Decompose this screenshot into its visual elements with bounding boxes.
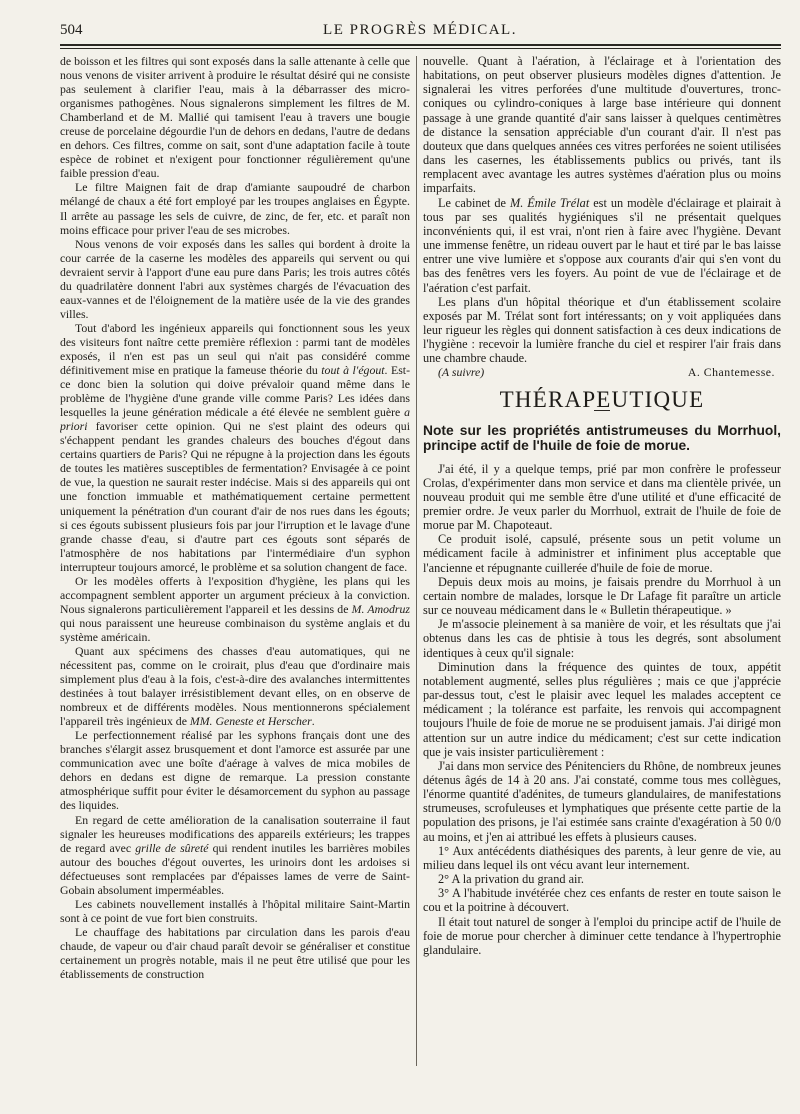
- running-title: LE PROGRÈS MÉDICAL.: [323, 22, 517, 38]
- emphasis: M. Amodruz: [351, 601, 410, 616]
- paragraph: Il était tout naturel de songer à l'emploi du principe actif de l'huile de foie de morue pour chercher à diminuer cette tendance à l'hypertrophie glandulaire.: [423, 914, 781, 957]
- paragraph: Le chauffage des habitations par circulation dans les parois d'eau chaude, de vapeur ou d'air chaud paraît devoir se généraliser et constitue certainement un progrès notable, mais il ne peut être utilisé que pour les établissements de construction: [60, 924, 410, 982]
- article-title: Note sur les propriétés antistrumeuses du Morrhuol, principe actif de l'huile de foie de morue.: [423, 422, 781, 454]
- paragraph: 2° A la privation du grand air.: [438, 872, 584, 887]
- author-signature: A. Chantemesse.: [687, 365, 775, 380]
- right-column: [423, 54, 781, 1104]
- paragraph: Le perfectionnement réalisé par les syphons français dont une des branches s'élargit assez brusquement et dont l'amorce est assurée par une communication avec une boîte d'aérage à valves de mica mobiles de dehors en dedans est digne de remarque. La pression constante atmosphérique suffit pour éviter le désamorcement du syphon au passage des liquides.: [60, 728, 410, 813]
- paragraph: Diminution dans la fréquence des quintes de toux, appétit notablement augmenté, selles plus régulières ; mais ce que j'apprécie par-dessus tout, c'est le plaisir avec lequel les malades acceptent ce médicament ; la tolérance est parfaite, les renvois qui accompagnent toujours l'huile de foie de morue ne se produisent jamais. J'ai dirigé mon attention sur un autre indice du médicament; c'est sur cette indication que je vais insister particulièrement :: [423, 659, 781, 759]
- header-rule: [60, 44, 781, 46]
- to-be-continued: (A suivre): [438, 365, 485, 380]
- paragraph: Quant aux spécimens des chasses d'eau automatiques, qui ne nécessitent pas, comme on le croirait, plus d'eau que d'ordinaire mais simplement plus d'eau à la fois, c'est-à-dire des avalanches intermittentes destinées à tout balayer irrésistiblement devant elles, on en observe de nombreux et de différents modèles. Nous mentionnerons spécialement l'appareil très ingénieux de MM. Geneste et Herscher.: [60, 643, 410, 729]
- header-rule-thin: [60, 48, 781, 49]
- paragraph: 3° A l'habitude invétérée chez ces enfants de rester en toute saison le cou et la poitrine à découvert.: [423, 886, 781, 915]
- emphasis: MM. Geneste et Herscher: [189, 714, 312, 729]
- paragraph: J'ai été, il y a quelque temps, prié par mon confrère le professeur Crolas, d'expérimenter dans mon service et dans ma clientèle privée, un nouveau produit qui me semble être d'une utilité et d'une efficacité de premier ordre. Je veux parler du Morrhuol, extrait de l'huile de foie de morue par M. Chapoteaut.: [423, 461, 781, 533]
- paragraph: 1° Aux antécédents diathésiques des parents, à leur genre de vie, au milieu dans lequel ils ont vécu avant leur internement.: [423, 843, 781, 872]
- paragraph: Depuis deux mois au moins, je faisais prendre du Morrhuol à un certain nombre de malades, lorsque le Dr Lafage fit paraître un article sur ce nouveau médicament dans le « Bulletin thérapeutique. »: [423, 574, 781, 618]
- emphasis: a priori: [60, 405, 410, 434]
- paragraph: Nous venons de voir exposés dans les salles qui bordent à droite la cour carrée de la caserne les modèles des appareils qui servent ou qui devraient servir à l'apport d'une eau pure dans Paris; les trois autres côtés du quadrilatère donnent l'abri aux systèmes chargés de l'évacuation des eaux-vannes et de l'éloignement de la matière usée de la vie des grandes villes.: [60, 236, 410, 321]
- paragraph: Je m'associe pleinement à sa manière de voir, et les résultats que j'ai obtenus dans les cas de phtisie à tous les degrés, sont absolument identiques à ceux qu'il signale:: [423, 617, 781, 660]
- paragraph: Les plans d'un hôpital théorique et d'un établissement scolaire exposés par M. Trélat sont fort intéressants; on y voit appliquées dans leur rigueur les règles qui donnent satisfaction à ces deux indications de l'hygiène : recevoir la lumière franche du ciel et respirer l'air frais dans une chambre chaude.: [423, 294, 781, 366]
- article-sign-off: [423, 365, 781, 379]
- paragraph: Le filtre Maignen fait de drap d'amiante saupoudré de charbon mélangé de chaux a été fort employé par les troupes anglaises en Égypte. Il arrête au passage les sels de cuivre, de zinc, de fer, etc. et paraît non moins efficace pour priver l'eau de ses microbes.: [60, 180, 410, 237]
- emphasis: grille de sûreté: [135, 840, 209, 855]
- paragraph: nouvelle. Quant à l'aération, à l'éclairage et à l'orientation des habitations, on peut observer plusieurs modèles dignes d'attention. Je signalerai les vitres perforées d'une multitude d'ouvertures, tronc-coniques ou cylindro-coniques à large base intérieure qui donnent passage à une grande quantité d'air sans laisser à quelques centimètres de distance la sensation appréciable d'un courant d'air. Il n'est pas douteux que dans quelques années ces vitres perforées ne soient utilisées dans les casernes, les établissements publics ou privés, tant ils remplacent avec avantage les autres systèmes d'aération plus ou moins imparfaits.: [423, 54, 781, 196]
- paragraph: Le cabinet de M. Émile Trélat est un modèle d'éclairage et plairait à tous par ses qualités hygiéniques s'il ne présentait quelques inconvénients qui, il est vrai, n'ont rien à faire avec l'hygiène. Devant une immense fenêtre, un rideau ouvert par le haut et tiré par le bas laisse entrer une vive lumière et s'oppose aux courants d'air qui s'en vont du bas des fenêtres vers les foyers. Au point de vue de l'éclairage et de l'aération c'est parfait.: [423, 195, 781, 295]
- page-header: [60, 22, 780, 42]
- paragraph: Ce produit isolé, capsulé, présente sous un petit volume un médicament facile à administrer et infiniment plus acceptable que l'ancienne et répugnante cuillerée d'huile de foie de morue.: [423, 532, 781, 575]
- page-number: 504: [60, 22, 83, 38]
- column-divider: [416, 56, 417, 1066]
- paragraph: J'ai dans mon service des Pénitenciers du Rhône, de nombreux jeunes détenus âgés de 14 à 20 ans. J'ai constaté, comme tous mes collègues, l'énorme quantité d'adénites, de tumeurs glandulaires, de manifestations strumeuses, scrofuleuses et lymphatiques que présente cette partie de la population des prisons, je l'ai estimée sans crainte d'exagération à 50 0/0 au moins, et j'en ai attribué les effets à plusieurs causes.: [423, 758, 781, 844]
- paragraph: En regard de cette amélioration de la canalisation souterraine il faut signaler les heureuses modifications des appareils extérieurs; les trappes de regard avec grille de sûreté qui rendent inutiles les barrières mobiles autour des bouches d'égout ouvertes, les urinoirs dont les ardoises si défectueuses sont remplacées par d'épaisses lames de verre de Saint-Gobain absolument imperméables.: [60, 812, 410, 897]
- paragraph: de boisson et les filtres qui sont exposés dans la salle attenante à celle que nous venons de visiter arrivent à produire le résultat désiré qui ne consiste pas seulement à clarifier l'eau, mais à la débarrasser des micro-organismes pathogènes. Nous signalerons simplement les filtres de M. Chamberland et de M. Mallié qui tamisent l'eau à travers une bougie creuse de porcelaine dégourdie l'un de dehors en dedans, l'autre de dedans en dehors. Ces filtres, comme on sait, sont d'une adaptation facile à toute espèce de robinet et n'exigent pour fonctionner régulièrement qu'une faible pression d'eau.: [60, 54, 410, 181]
- emphasis: M. Émile Trélat: [509, 195, 590, 210]
- section-title: THÉRAPEUTIQUE: [499, 387, 705, 413]
- paragraph: Tout d'abord les ingénieux appareils qui fonctionnent sous les yeux des visiteurs font naître cette première réflexion : parmi tant de modèles exposés, il n'en est pas un seul qui n'ait pas considéré comme définitivement mise en pratique la fameuse théorie du tout à l'égout. Est-ce donc bien la solution qui doive prévaloir quand même dans le problème de l'hygiène d'une grande ville comme Paris? Les idées dans lesquelles la jeune génération médicale a été élevée ne semblent guère a priori favoriser cette opinion. Qui ne s'est plaint des odeurs qui s'échappent pendant les grandes chaleurs des bouches d'égout dans certains quartiers de Paris? Qui ne répugne à la projection dans les égouts de toutes les matières susceptibles de fermentation? Envisagée à ce point de vue, la question ne saurait rester indécise. Mais si des appareils qui ont une fonction immuable et mathématiquement certaine permettent uniquement la pénétration d'un courant d'air de nos rues dans les égouts; si ces égouts subissent plusieurs fois par jour l'irruption et le lavage d'une grande chasse d'eau, si d'autre part ces égouts sont séparés de l'atmosphère de nos habitations par l'intermédiaire d'un syphon interrupteur toujours amorcé, le problème et sa solution changent de face.: [60, 320, 410, 574]
- emphasis: tout à l'égout: [321, 363, 385, 378]
- paragraph: Or les modèles offerts à l'exposition d'hygiène, les plans qui les accompagnent semblent apporter un argument précieux à la conviction. Nous signalerons particulièrement l'appareil et les dessins de M. Amodruz qui nous paraissent une heureuse combinaison du système anglais et du système américain.: [60, 573, 410, 644]
- left-column: [60, 54, 410, 1104]
- paragraph: Les cabinets nouvellement installés à l'hôpital militaire Saint-Martin sont à ce point de vue fort bien construits.: [60, 896, 410, 925]
